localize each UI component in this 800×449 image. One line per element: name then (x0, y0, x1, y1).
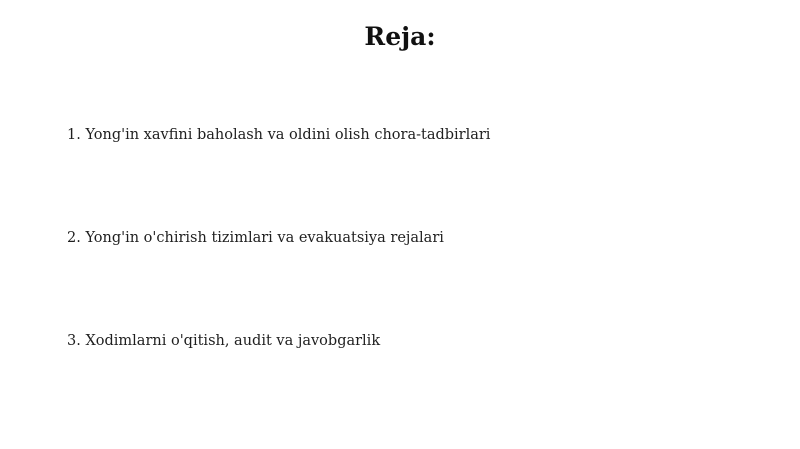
plan-item-2: 2. Yong'in o'chirish tizimlari va evakuatsiya rejalari (67, 230, 444, 246)
slide-title: Reja: (364, 22, 436, 51)
plan-item-3: 3. Xodimlarni o'qitish, audit va javobgarlik (67, 333, 381, 349)
plan-item-1: 1. Yong'in xavfini baholash va oldini olish chora-tadbirlari (67, 127, 491, 143)
